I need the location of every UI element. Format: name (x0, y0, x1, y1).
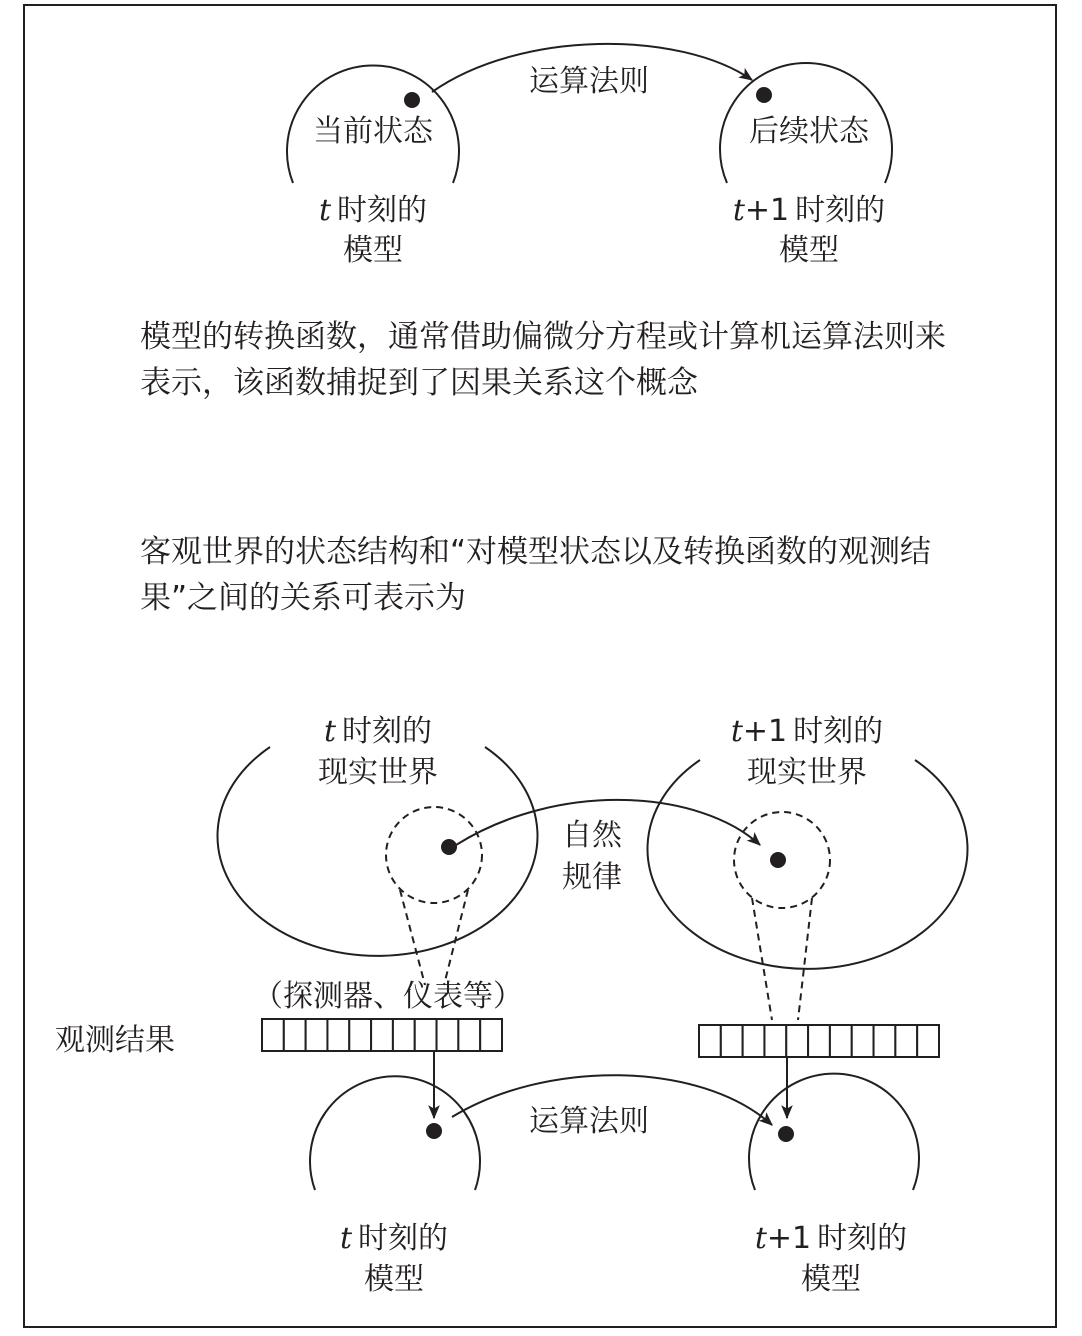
observation-left-cell (349, 1019, 371, 1051)
observation-left-cell (393, 1019, 415, 1051)
top-arrow-label: 运算法则 (529, 64, 649, 99)
left-model-caption-line1: t 时刻的 (339, 1221, 449, 1256)
paragraph2-line1: 客观世界的状态结构和“对模型状态以及转换函数的观测结 (140, 534, 932, 570)
left-world-caption-line2: 现实世界 (318, 755, 438, 790)
instruments-label: （探测器、仪表等） (253, 979, 523, 1014)
right-model-caption-line2: 模型 (801, 1262, 861, 1297)
observation-right-cell (721, 1025, 743, 1057)
paragraph-transfer-function (140, 314, 1030, 406)
left-funnel-line-a (400, 890, 425, 985)
observation-bar-left (262, 1019, 502, 1051)
observation-left-cell (437, 1019, 459, 1051)
paragraph1-line1: 模型的转换函数，通常借助偏微分方程或计算机运算法则来 (140, 319, 946, 355)
top-left-caption-line1: t 时刻的 (318, 193, 428, 228)
observation-left-cell (480, 1019, 502, 1051)
observation-left-cell (371, 1019, 393, 1051)
observation-right-cell (852, 1025, 874, 1057)
left-world-dot (441, 839, 457, 855)
observation-right-cell (917, 1025, 939, 1057)
observation-left-cell (327, 1019, 349, 1051)
right-world-caption-line2: 现实世界 (747, 755, 867, 790)
observation-bar-right (699, 1025, 939, 1057)
paragraph-observation-relation (140, 529, 1030, 621)
right-model-arc (749, 1074, 919, 1190)
bottom-arrow-label: 运算法则 (529, 1104, 649, 1139)
right-model-dot (778, 1126, 794, 1142)
observation-right-cell (764, 1025, 786, 1057)
left-model-dot (426, 1123, 442, 1139)
paragraph1-line2: 表示，该函数捕捉到了因果关系这个概念 (140, 365, 698, 401)
left-model-caption-line2: 模型 (364, 1262, 424, 1297)
current-state-dot (404, 92, 420, 108)
observation-right-cell (808, 1025, 830, 1057)
paragraph2-line2: 果”之间的关系可表示为 (140, 580, 467, 616)
observation-left-cell (415, 1019, 437, 1051)
observation-right-cell (743, 1025, 765, 1057)
left-model-arc (310, 1076, 480, 1190)
left-world-focus-circle (386, 807, 482, 903)
natural-law-label-line1: 自然 (562, 818, 622, 853)
observation-left-cell (458, 1019, 480, 1051)
next-state-label: 后续状态 (749, 114, 869, 149)
right-funnel-line-a (752, 898, 772, 1020)
right-funnel-line-b (798, 898, 812, 1020)
observation-left-cell (306, 1019, 328, 1051)
right-model-caption-line1: t+1 时刻的 (754, 1221, 908, 1256)
current-state-label: 当前状态 (313, 114, 433, 149)
left-world-caption-line1: t 时刻的 (323, 714, 433, 749)
top-right-caption-line2: 模型 (779, 233, 839, 268)
observation-left-cell (284, 1019, 306, 1051)
observation-right-cell (874, 1025, 896, 1057)
next-state-dot (756, 87, 772, 103)
observation-right-cell (786, 1025, 808, 1057)
top-right-caption-line1: t+1 时刻的 (732, 193, 886, 228)
right-world-dot (770, 852, 786, 868)
observation-label: 观测结果 (55, 1023, 175, 1058)
observation-right-cell (699, 1025, 721, 1057)
observation-left-cell (262, 1019, 284, 1051)
right-world-caption-line1: t+1 时刻的 (730, 714, 884, 749)
observation-right-cell (830, 1025, 852, 1057)
top-left-caption-line2: 模型 (343, 233, 403, 268)
natural-law-label-line2: 规律 (562, 860, 622, 895)
observation-right-cell (895, 1025, 917, 1057)
